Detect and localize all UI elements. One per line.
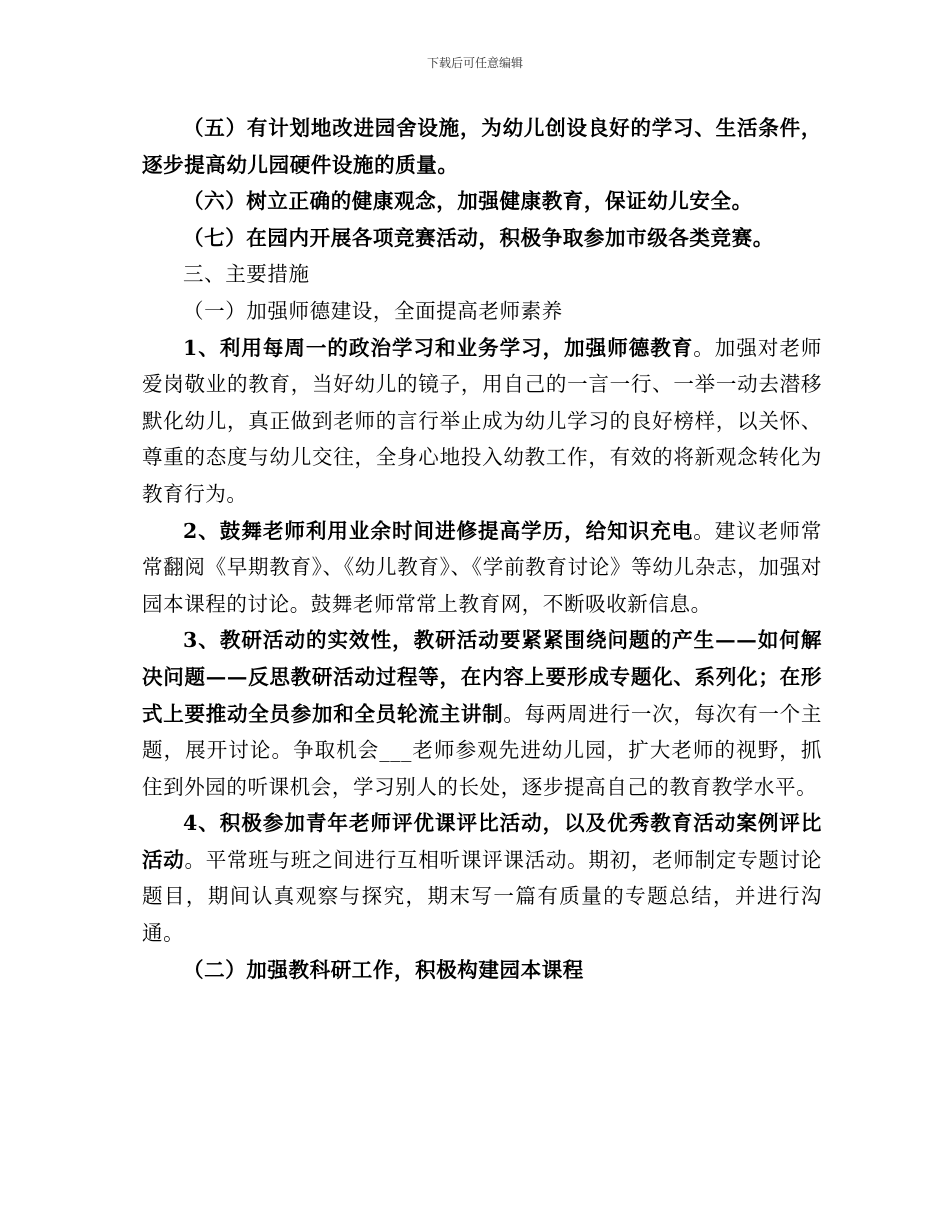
paragraph-bold: 4、积极参加青年老师评优课评比活动，以及优秀教育活动案例评比活动 — [142, 811, 822, 872]
subsection-heading-research — [142, 952, 822, 989]
paragraph-bold: （七）在园内开展各项竞赛活动，积极争取参加市级各类竞赛。 — [183, 225, 774, 250]
paragraph-normal: 三、主要措施 — [183, 262, 310, 287]
paragraph-bold: 2、鼓舞老师利用业余时间进修提高学历，给知识充电 — [183, 518, 694, 543]
paragraph-bold: 1、利用每周一的政治学习和业务学习，加强师德教育 — [183, 335, 694, 360]
paragraph-bold: （二）加强教科研工作，积极构建园本课程 — [183, 957, 584, 982]
paragraph-bold: （六）树立正确的健康观念，加强健康教育，保证幼儿安全。 — [183, 189, 753, 214]
paragraph-normal: （一）加强师德建设，全面提高老师素养 — [183, 298, 563, 323]
paragraph-5-facilities — [142, 110, 822, 183]
paragraph-item-1 — [142, 330, 822, 513]
paragraph-normal: 。每两周进行一次，每次有一个主题，展开讨论。争取机会___老师参观先进幼儿园，扩大老师的视野，抓住到外园的听课机会，学习别人的长处，逐步提高自己的教育教学水平。 — [142, 701, 823, 799]
paragraph-bold: （五）有计划地改进园舍设施，为幼儿创设良好的学习、生活条件，逐步提高幼儿园硬件设施的质量。 — [142, 116, 822, 177]
document-body — [142, 110, 822, 988]
header-note: 下载后可任意编辑 — [426, 56, 523, 70]
paragraph-item-2 — [142, 513, 822, 623]
paragraph-bold: 3、教研活动的实效性，教研活动要紧紧围绕问题的产生——如何解决问题——反思教研活动过程等，在内容上要形成专题化、系列化；在形式上要推动全员参加和全员轮流主讲制 — [142, 628, 822, 726]
paragraph-7-competitions — [142, 220, 822, 257]
section-heading-measures — [142, 256, 822, 293]
paragraph-normal: 。建议老师常常翻阅《早期教育》、《幼儿教育》、《学前教育讨论》等幼儿杂志，加强对园本课程的讨论。鼓舞老师常常上教育网，不断吸收新信息。 — [142, 518, 822, 616]
subsection-heading-ethics — [142, 293, 822, 330]
paragraph-6-health — [142, 183, 822, 220]
paragraph-normal: 。平常班与班之间进行互相听课评课活动。期初，老师制定专题讨论题目，期间认真观察与探究，期末写一篇有质量的专题总结，并进行沟通。 — [142, 847, 823, 946]
paragraph-normal: 。加强对老师爱岗敬业的教育，当好幼儿的镜子，用自己的一言一行、一举一动去潜移默化幼儿，真正做到老师的言行举止成为幼儿学习的良好榜样，以关怀、尊重的态度与幼儿交往，全身心地投入幼教工作，有效的将新观念转化为教育行为。 — [142, 335, 822, 506]
paragraph-item-3 — [142, 622, 822, 805]
paragraph-item-4 — [142, 805, 822, 951]
